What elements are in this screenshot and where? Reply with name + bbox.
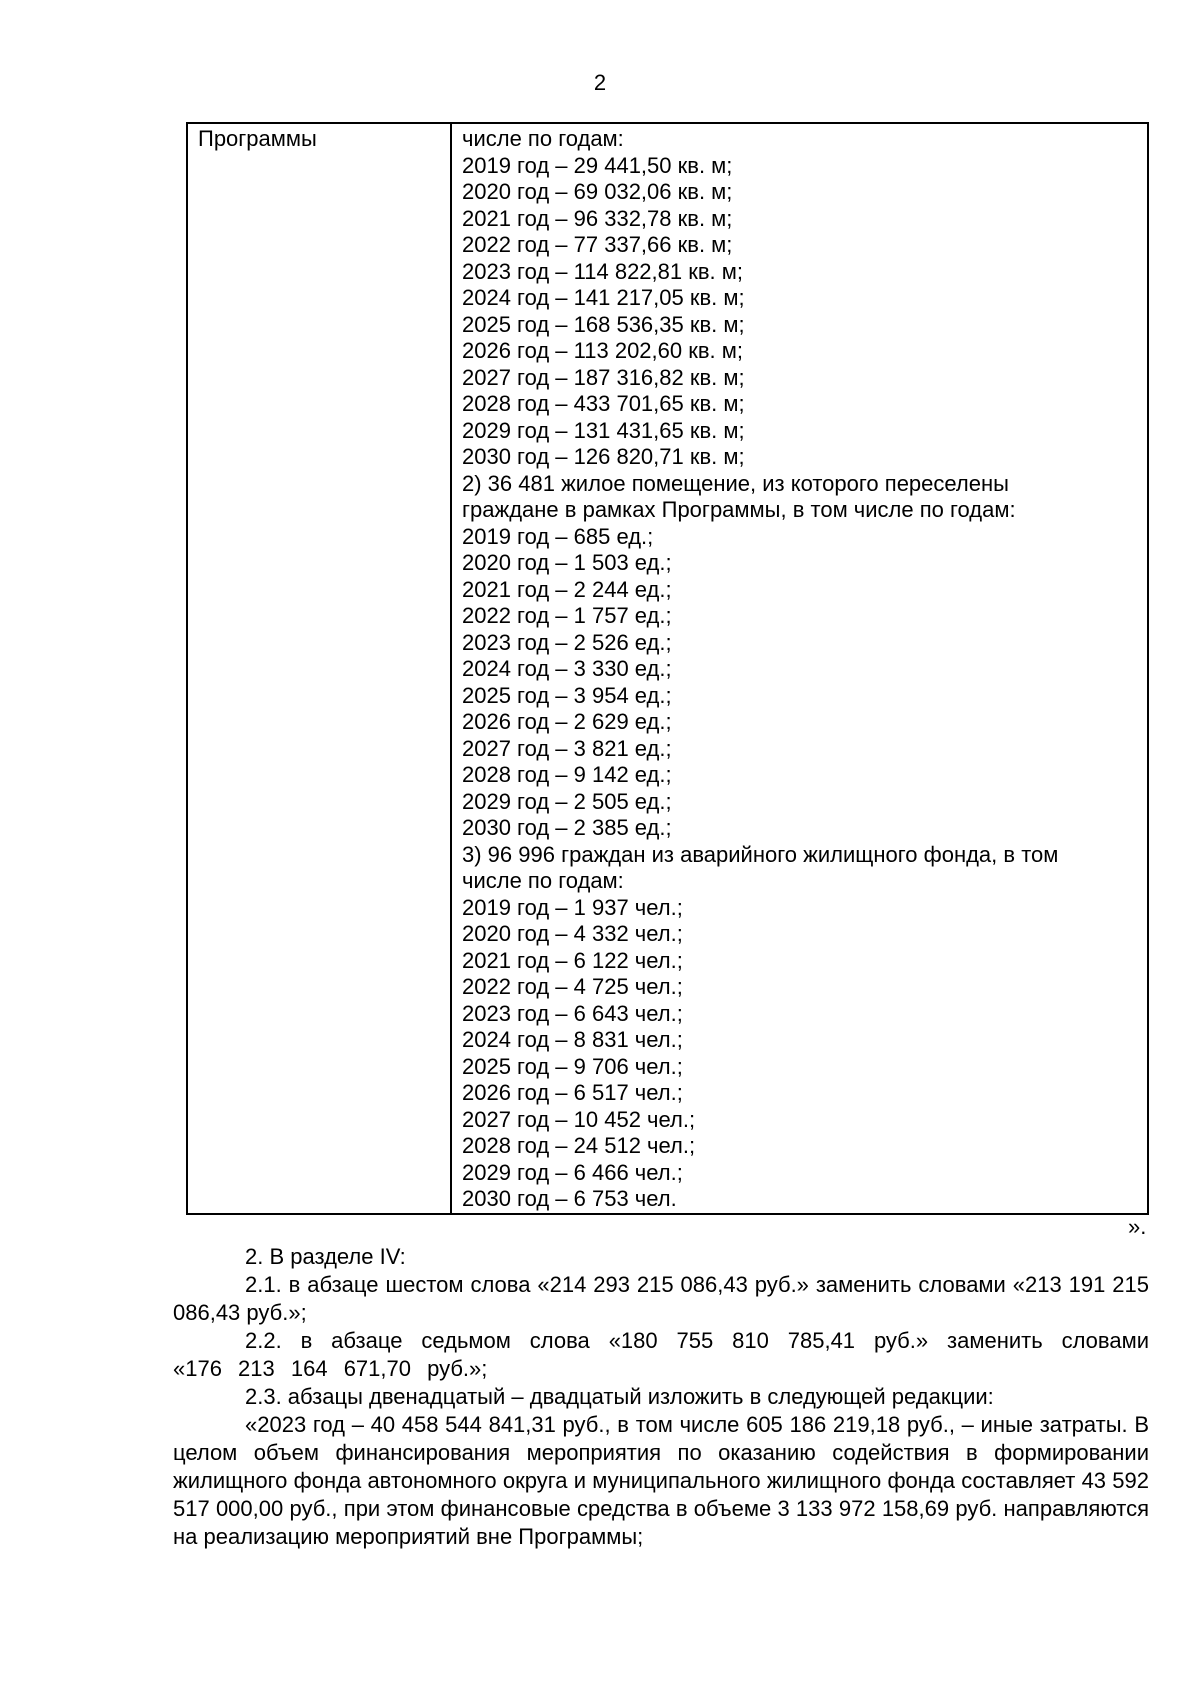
value-line: 2024 год – 3 330 ед.; — [462, 656, 672, 681]
value-line: 2023 год – 2 526 ед.; — [462, 629, 672, 655]
value-line: числе по годам: — [462, 126, 624, 151]
paragraph-2-2: 2.2. в абзаце седьмом слова «180 755 810 785,41 руб.» заменить словами «176 213 164 671,70 руб.»; — [173, 1328, 1149, 1381]
program-passport-table — [186, 122, 1149, 1215]
value-line: 2021 год – 96 332,78 кв. м; — [462, 205, 733, 231]
value-line: 2027 год – 10 452 чел.; — [462, 1106, 696, 1132]
value-line: 2029 год – 131 431,65 кв. м; — [462, 417, 745, 443]
value-line: 2029 год – 6 466 чел.; — [462, 1159, 683, 1185]
value-line: 2019 год – 685 ед.; — [462, 523, 654, 549]
value-line: 2020 год – 69 032,06 кв. м; — [462, 179, 733, 204]
paragraph-2-1: 2.1. в абзаце шестом слова «214 293 215 086,43 руб.» заменить словами «213 191 215 086,43 руб.»; — [173, 1272, 1149, 1325]
value-line: граждане в рамках Программы, в том числе по годам: — [462, 497, 1016, 522]
value-line: 2025 год – 9 706 чел.; — [462, 1053, 683, 1079]
value-line: 2029 год – 2 505 ед.; — [462, 788, 672, 814]
value-line: 2021 год – 2 244 ед.; — [462, 576, 672, 602]
value-line: 2028 год – 433 701,65 кв. м; — [462, 391, 745, 416]
value-line: 2023 год – 6 643 чел.; — [462, 1000, 683, 1026]
value-line: 2026 год – 113 202,60 кв. м; — [462, 338, 744, 363]
value-line: 2022 год – 77 337,66 кв. м; — [462, 232, 733, 257]
value-line: 2022 год – 1 757 ед.; — [462, 603, 672, 628]
value-line: 2030 год – 126 820,71 кв. м; — [462, 444, 745, 469]
value-line: 2025 год – 3 954 ед.; — [462, 682, 672, 708]
value-line: 2) 36 481 жилое помещение, из которого переселены — [462, 470, 1009, 496]
value-line: 2030 год – 6 753 чел. — [462, 1186, 677, 1211]
value-line: 2019 год – 1 937 чел.; — [462, 894, 683, 920]
value-line: числе по годам: — [462, 868, 624, 893]
value-line: 3) 96 996 граждан из аварийного жилищного фонда, в том — [462, 841, 1059, 867]
value-line: 2019 год – 29 441,50 кв. м; — [462, 152, 733, 178]
closing-quote: ». — [1128, 1214, 1147, 1239]
table-row — [187, 123, 1148, 1214]
parameter-value-cell — [451, 123, 1148, 1214]
value-line: 2024 год – 141 217,05 кв. м; — [462, 285, 745, 310]
parameter-name-cell: Программы — [187, 123, 451, 1214]
paragraph-section-iv: 2. В разделе IV: — [245, 1244, 406, 1269]
value-line: 2028 год – 24 512 чел.; — [462, 1133, 696, 1158]
page-number: 2 — [593, 70, 607, 95]
value-line: 2030 год – 2 385 ед.; — [462, 815, 672, 840]
value-line: 2026 год – 6 517 чел.; — [462, 1080, 683, 1105]
paragraph-2-3: 2.3. абзацы двенадцатый – двадцатый изложить в следующей редакции: — [245, 1384, 994, 1409]
value-line: 2022 год – 4 725 чел.; — [462, 974, 683, 999]
value-line: 2028 год – 9 142 ед.; — [462, 762, 672, 787]
value-line: 2025 год – 168 536,35 кв. м; — [462, 311, 745, 337]
value-line: 2024 год – 8 831 чел.; — [462, 1027, 683, 1052]
value-line: 2023 год – 114 822,81 кв. м; — [462, 258, 744, 284]
value-line: 2021 год – 6 122 чел.; — [462, 947, 683, 973]
paragraph-2023-financing: «2023 год – 40 458 544 841,31 руб., в том числе 605 186 219,18 руб., – иные затраты. В целом объем финансирования мероприятия по оказанию содействия в формировании жилищного фонда автономного округа и муниципального жилищного фонда составляет 43 592 517 000,00 руб., при этом финансовые средства в объеме 3 133 972 158,69 руб. направляются на реализацию мероприятий вне Программы; — [173, 1412, 1149, 1549]
value-line: 2020 год – 1 503 ед.; — [462, 550, 672, 575]
value-line: 2026 год – 2 629 ед.; — [462, 709, 672, 734]
value-line: 2027 год – 3 821 ед.; — [462, 735, 672, 761]
amendment-text — [173, 1243, 1149, 1551]
value-line: 2020 год – 4 332 чел.; — [462, 921, 683, 946]
value-line: 2027 год – 187 316,82 кв. м; — [462, 364, 745, 390]
